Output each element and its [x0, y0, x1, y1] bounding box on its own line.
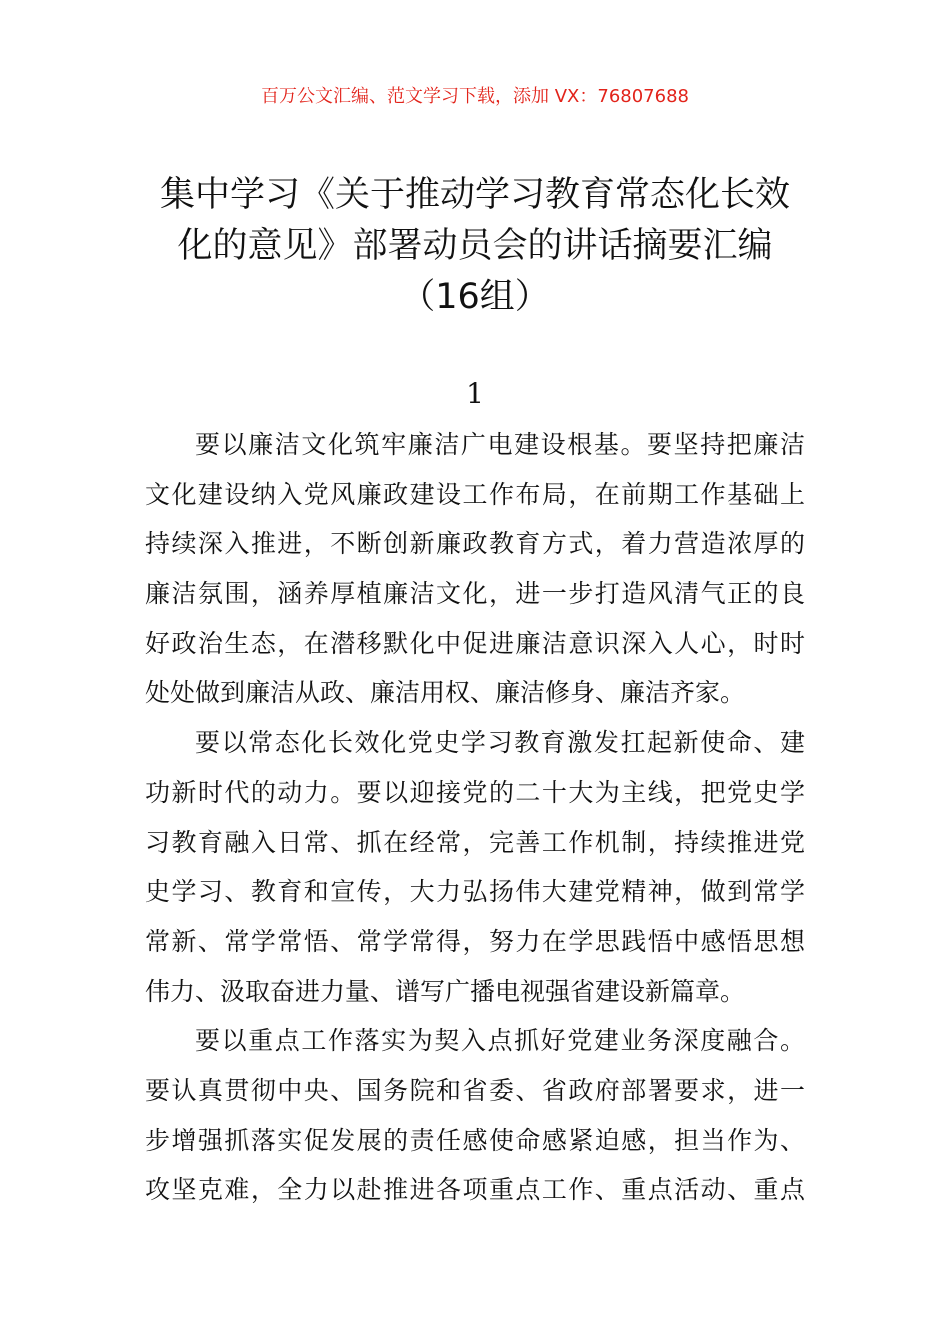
text-line: 要以廉洁文化筑牢廉洁广电建设根基。要坚持把廉洁	[195, 430, 805, 459]
title-line: 化的意见》部署动员会的讲话摘要汇编	[177, 226, 773, 266]
document-title	[120, 170, 830, 323]
paragraph	[145, 420, 805, 718]
text-line: 处处做到廉洁从政、廉洁用权、廉洁修身、廉洁齐家。	[145, 678, 746, 708]
title-line: 集中学习《关于推动学习教育常态化长效	[159, 175, 790, 215]
title-line: （16组）	[400, 277, 550, 317]
text-line: 持续深入推进，不断创新廉政教育方式，着力营造浓厚的	[145, 529, 805, 559]
text-line: 攻坚克难，全力以赴推进各项重点工作、重点活动、重点	[145, 1175, 805, 1205]
paragraph	[145, 718, 805, 1016]
paragraph	[145, 1016, 805, 1215]
text-line: 好政治生态，在潜移默化中促进廉洁意识深入人心，时时	[145, 628, 805, 658]
document-body	[145, 420, 805, 1215]
text-line: 要以重点工作落实为契入点抓好党建业务深度融合。	[195, 1026, 805, 1056]
text-line: 要以常态化长效化党史学习教育激发扛起新使命、建	[195, 728, 805, 758]
text-line: 廉洁氛围，涵养厚植廉洁文化，进一步打造风清气正的良	[145, 579, 805, 609]
text-line: 习教育融入日常、抓在经常，完善工作机制，持续推进党	[145, 827, 805, 857]
text-line: 步增强抓落实促发展的责任感使命感紧迫感，担当作为、	[145, 1125, 805, 1155]
text-line: 常新、常学常悟、常学常得，努力在学思践悟中感悟思想	[145, 926, 805, 956]
text-line: 史学习、教育和宣传，大力弘扬伟大建党精神，做到常学	[145, 877, 805, 907]
text-line: 功新时代的动力。要以迎接党的二十大为主线，把党史学	[145, 777, 805, 807]
watermark-header: 百万公文汇编、范文学习下载，添加 VX：76807688	[261, 86, 689, 107]
text-line: 伟力、汲取奋进力量、谱写广播电视强省建设新篇章。	[145, 976, 746, 1006]
text-line: 文化建设纳入党风廉政建设工作布局，在前期工作基础上	[145, 479, 805, 509]
text-line: 要认真贯彻中央、国务院和省委、省政府部署要求，进一	[145, 1075, 805, 1105]
section-number: 1	[466, 377, 484, 410]
